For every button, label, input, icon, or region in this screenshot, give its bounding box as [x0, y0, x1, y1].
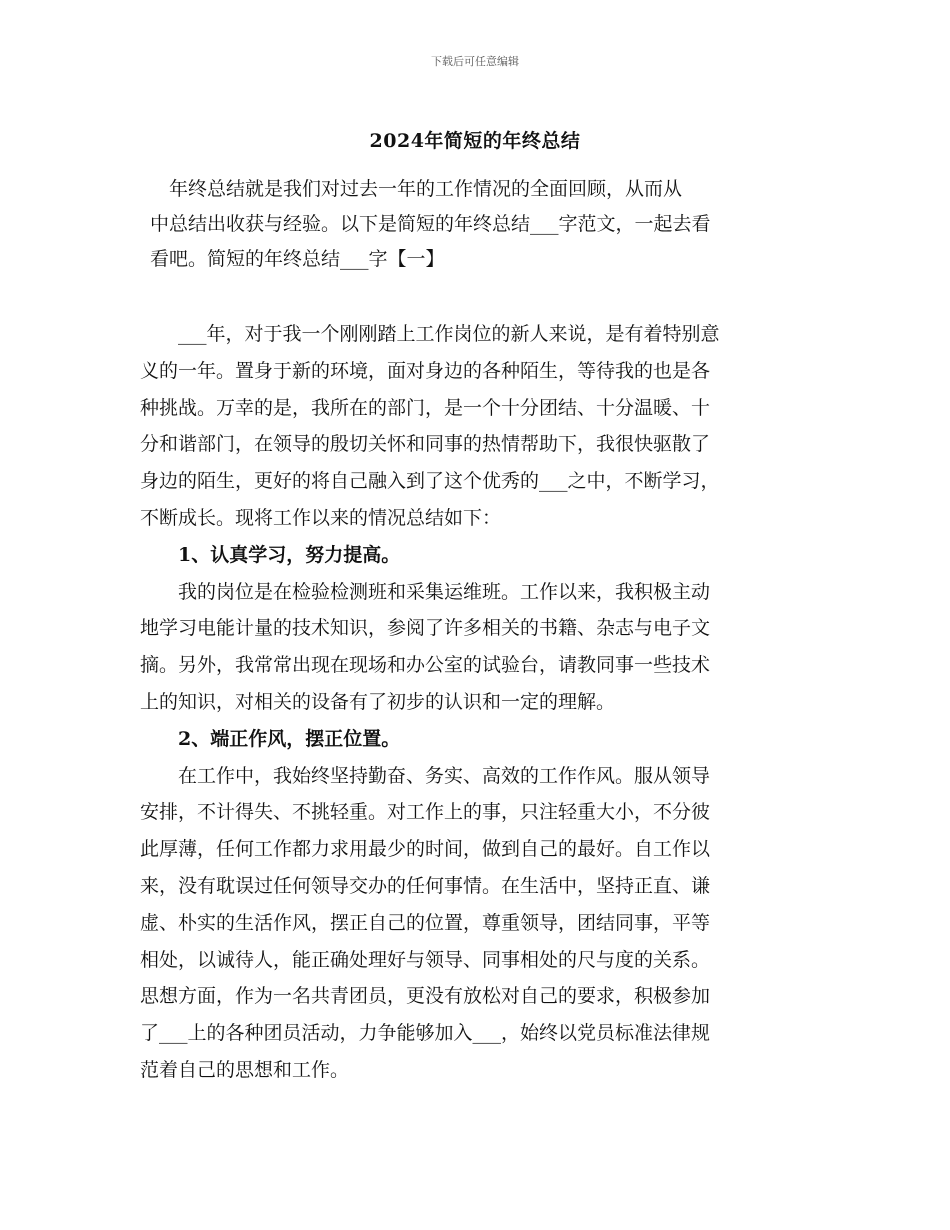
body-line: 此厚薄，任何工作都力求用最少的时间，做到自己的最好。自工作以: [140, 838, 711, 861]
body-line: 相处，以诚待人，能正确处理好与领导、同事相处的尺与度的关系。: [140, 948, 711, 971]
section-heading: 1、认真学习，努力提高。: [140, 543, 401, 566]
body-line: 上的知识，对相关的设备有了初步的认识和一定的理解。: [140, 690, 616, 713]
body-line: 虚、朴实的生活作风，摆正自己的位置，尊重领导，团结同事，平等: [140, 911, 711, 934]
body-line: 在工作中，我始终坚持勤奋、务实、高效的工作作风。服从领导: [140, 764, 711, 787]
body-line: 思想方面，作为一名共青团员，更没有放松对自己的要求，积极参加: [140, 985, 711, 1008]
body-line: 地学习电能计量的技术知识，参阅了许多相关的书籍、杂志与电子文: [140, 617, 711, 640]
body-line: 种挑战。万幸的是，我所在的部门，是一个十分团结、十分温暖、十: [140, 396, 711, 419]
body-line: 安排，不计得失、不挑轻重。对工作上的事，只注轻重大小，不分彼: [140, 801, 711, 824]
body-line: 身边的陌生，更好的将自己融入到了这个优秀的___之中，不断学习，: [140, 470, 720, 493]
section-heading: 2、端正作风，摆正位置。: [140, 727, 401, 750]
body-line: 摘。另外，我常常出现在现场和办公室的试验台，请教同事一些技术: [140, 654, 711, 677]
body-line: 了___上的各种团员活动，力争能够加入___，始终以党员标准法律规: [140, 1022, 711, 1045]
body-line: ___年，对于我一个刚刚踏上工作岗位的新人来说，是有着特别意: [140, 323, 720, 345]
body-line: 范着自己的思想和工作。: [140, 1058, 350, 1081]
body-line: 义的一年。置身于新的环境，面对身边的各种陌生，等待我的也是各: [140, 359, 711, 382]
header-note: 下载后可任意编辑: [431, 55, 519, 68]
body-line: 分和谐部门，在领导的殷切关怀和同事的热情帮助下，我很快驱散了: [140, 433, 711, 456]
body-line: 我的岗位是在检验检测班和采集运维班。工作以来，我积极主动: [140, 580, 711, 603]
intro-line: 看吧。简短的年终总结___字【一】: [150, 248, 445, 270]
body-line: 不断成长。现将工作以来的情况总结如下：: [140, 506, 502, 529]
body-line: 来，没有耽误过任何领导交办的任何事情。在生活中，坚持正直、谦: [140, 874, 711, 897]
intro-line: 中总结出收获与经验。以下是简短的年终总结___字范文，一起去看: [150, 213, 711, 235]
intro-paragraph: [150, 172, 810, 277]
intro-line: 年终总结就是我们对过去一年的工作情况的全面回顾，从而从: [150, 178, 683, 200]
body-text: [140, 316, 815, 1089]
document-title: 2024年简短的年终总结: [369, 130, 581, 152]
